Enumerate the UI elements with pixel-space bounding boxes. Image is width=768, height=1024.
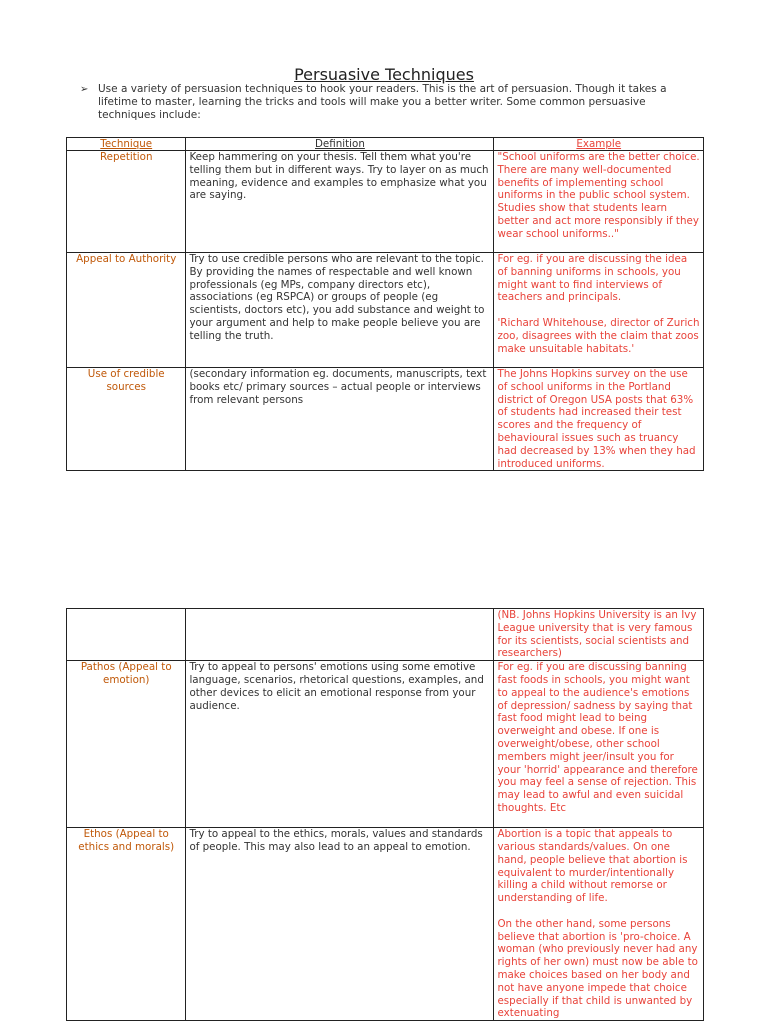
table-row	[67, 253, 704, 368]
example-text: 'Richard Whitehouse, director of Zurich zoo, disagrees with the claim that zoos make unsuitable habitats.'	[497, 316, 700, 355]
arrow-bullet-icon: ➢	[80, 84, 89, 95]
header-example: Example	[494, 138, 704, 151]
example-cell	[494, 828, 704, 1021]
definition-cell	[186, 828, 494, 1021]
intro-bullet	[80, 83, 700, 123]
table-row	[67, 661, 704, 828]
page-title: Persuasive Techniques	[294, 65, 474, 84]
header-technique: Technique	[67, 138, 186, 151]
definition-cell	[186, 661, 494, 828]
example-text: The Johns Hopkins survey on the use of school uniforms in the Portland district of Oregon USA posts that 63% of students had increased their test scores and the frequency of behavioural issues such as truancy had decreased by 13% when they had introduced uniforms.	[497, 368, 696, 470]
techniques-table-part1	[66, 137, 704, 471]
definition-text: By providing the names of respectable and well known professionals (eg MPs, company directors etc), associations (eg RSPCA) or groups of people (eg scientists, doctors etc), you add substance and weight to your argument and help to make people believe you are telling the truth.	[189, 265, 485, 342]
example-cell	[494, 609, 704, 661]
table-row	[67, 151, 704, 253]
example-text: Abortion is a topic that appeals to various standards/values. On one hand, people believe that abortion is equivalent to murder/intentionally killing a child without remorse or understanding of life.	[497, 828, 688, 905]
example-text: For eg. if you are discussing the idea of banning uniforms in schools, you might want to find interviews of teachers and principals.	[497, 253, 688, 304]
definition-text: Try to appeal to persons' emotions using some emotive language, scenarios, rhetorical questions, examples, and other devices to elicit an emotional response from your audience.	[189, 661, 484, 712]
intro-text: Use a variety of persuasion techniques to hook your readers. This is the art of persuasion. Though it takes a lifetime to master, learning the tricks and tools will make you a better writer. Some common persuasive techniques include:	[98, 83, 667, 122]
example-text: "School uniforms are the better choice. There are many well-documented benefits of implementing school uniforms in the public school system. Studies show that students learn better and act more responsibly if they wear school uniforms.."	[497, 151, 700, 240]
technique-cell: Pathos (Appeal to emotion)	[67, 661, 186, 828]
example-cell	[494, 253, 704, 368]
definition-text: Keep hammering on your thesis. Tell them what you're telling them but in different ways. Try to layer on as much meaning, evidence and examples to emphasize what you are saying.	[189, 151, 489, 202]
definition-text: Try to appeal to the ethics, morals, values and standards of people. This may also lead to an appeal to emotion.	[189, 828, 483, 853]
definition-text: Try to use credible persons who are relevant to the topic.	[189, 253, 484, 265]
definition-text: (secondary information eg. documents, manuscripts, text books etc/ primary sources – actual people or interviews from relevant persons	[189, 368, 487, 406]
example-cell	[494, 661, 704, 828]
technique-cell: Use of credible sources	[67, 368, 186, 471]
example-cell	[494, 368, 704, 471]
example-cell	[494, 151, 704, 253]
table-row	[67, 828, 704, 1021]
header-definition: Definition	[186, 138, 494, 151]
table-row	[67, 368, 704, 471]
table-row	[67, 609, 704, 661]
technique-cell: Ethos (Appeal to ethics and morals)	[67, 828, 186, 1021]
example-text: On the other hand, some persons believe that abortion is 'pro-choice. A woman (who previously never had any rights of her own) must now be able to make choices based on her body and not have anyone impede that choice especially if that child is unwanted by extenuating	[497, 917, 698, 1020]
table-header-row	[67, 138, 704, 151]
technique-cell	[67, 609, 186, 661]
example-text: For eg. if you are discussing banning fast foods in schools, you might want to appeal to the audience's emotions of depression/ sadness by saying that fast food might lead to being overweight and obese. If one is overweight/obese, other school members might jeer/insult you for your 'horrid' appearance and therefore you may feel a sense of rejection. This may lead to awful and even suicidal thoughts. Etc	[497, 661, 698, 814]
definition-cell	[186, 368, 494, 471]
definition-cell	[186, 609, 494, 661]
definition-cell	[186, 253, 494, 368]
definition-cell	[186, 151, 494, 253]
example-text: (NB. Johns Hopkins University is an Ivy League university that is very famous for its scientists, social scientists and researchers)	[497, 609, 697, 660]
techniques-table-part2	[66, 608, 704, 1021]
technique-cell: Appeal to Authority	[67, 253, 186, 368]
technique-cell: Repetition	[67, 151, 186, 253]
